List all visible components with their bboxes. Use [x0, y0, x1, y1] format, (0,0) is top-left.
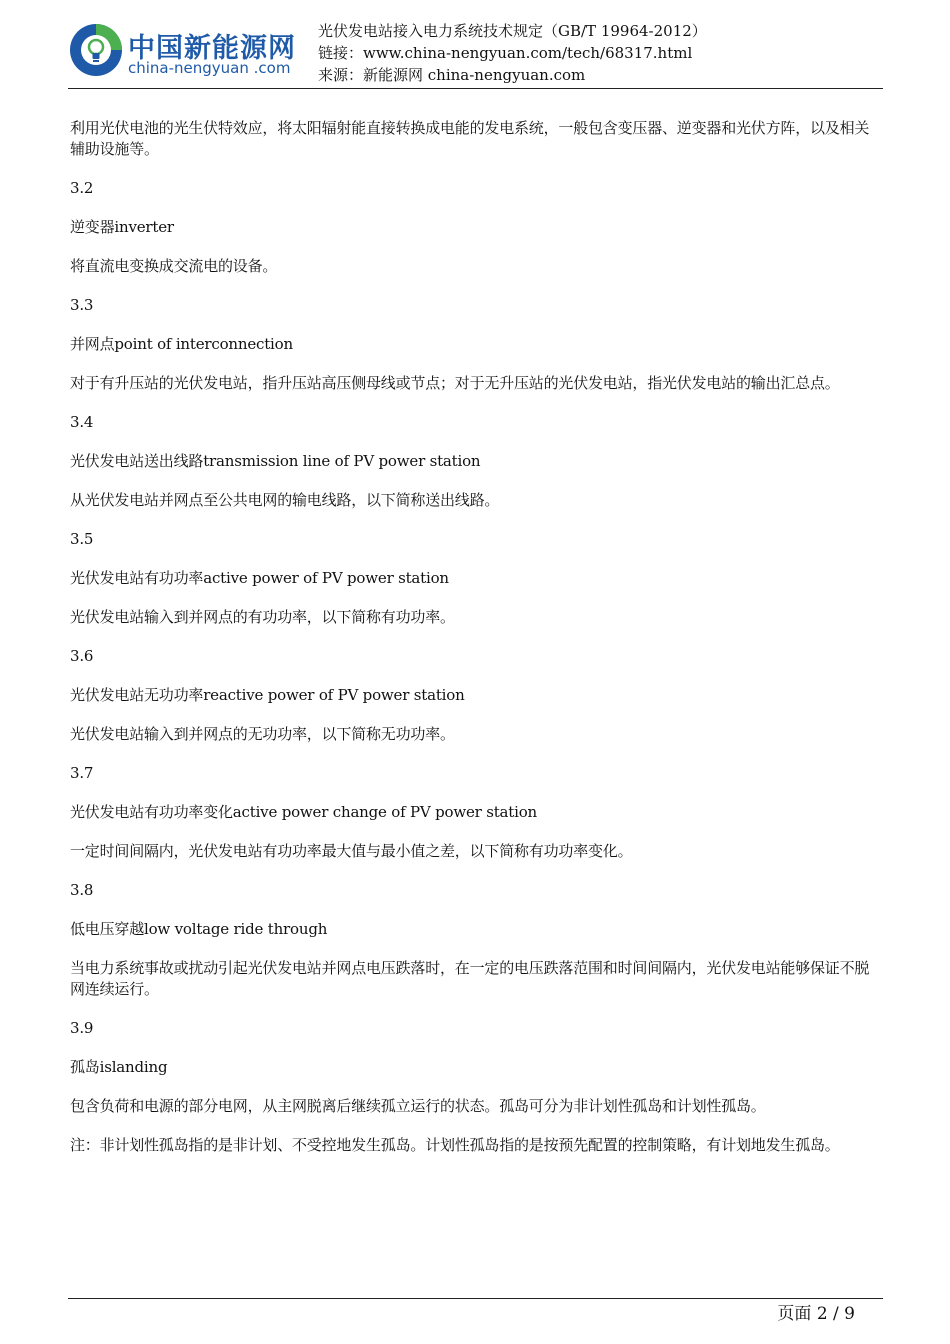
body-paragraph: 利用光伏电池的光生伏特效应，将太阳辐射能直接转换成电能的发电系统，一般包含变压器、逆变器和光伏方阵，以及相关辅助设施等。 [70, 119, 870, 158]
document-title: 光伏发电站接入电力系统技术规定（GB/T 19964-2012） [318, 22, 707, 40]
logo-chinese-text: 中国新能源网 [128, 33, 296, 64]
page-number: 页面 2 / 9 [777, 1304, 855, 1324]
term-definition: 将直流电变换成交流电的设备。 [70, 257, 278, 275]
term-definition: 光伏发电站输入到并网点的有功功率，以下简称有功功率。 [70, 608, 455, 626]
term-definition: 一定时间间隔内，光伏发电站有功功率最大值与最小值之差，以下简称有功功率变化。 [70, 842, 633, 860]
header-info [318, 20, 707, 86]
note-paragraph: 注：非计划性孤岛指的是非计划、不受控地发生孤岛。计划性孤岛指的是按预先配置的控制策略，有计划地发生孤岛。 [70, 1136, 840, 1154]
term-heading: 逆变器inverter [70, 218, 174, 236]
header-divider [68, 88, 883, 89]
section-number: 3.9 [70, 1019, 94, 1037]
term-definition: 从光伏发电站并网点至公共电网的输电线路，以下简称送出线路。 [70, 491, 500, 509]
source-link[interactable]: 链接：www.china-nengyuan.com/tech/68317.html [318, 44, 693, 62]
term-heading: 孤岛islanding [70, 1058, 168, 1076]
source-label: 来源：新能源网 china-nengyuan.com [318, 66, 586, 84]
term-heading: 低电压穿越low voltage ride through [70, 920, 328, 938]
section-number: 3.4 [70, 413, 94, 431]
term-heading: 光伏发电站有功功率active power of PV power station [70, 569, 449, 587]
logo-english-text: china-nengyuan .com [128, 59, 291, 77]
document-body [70, 118, 872, 1174]
term-heading: 光伏发电站无功功率reactive power of PV power station [70, 686, 465, 704]
footer-divider [68, 1298, 883, 1299]
term-definition: 当电力系统事故或扰动引起光伏发电站并网点电压跌落时，在一定的电压跌落范围和时间间隔内，光伏发电站能够保证不脱网连续运行。 [70, 959, 870, 998]
section-number: 3.5 [70, 530, 94, 548]
term-heading: 光伏发电站送出线路transmission line of PV power station [70, 452, 481, 470]
term-heading: 并网点point of interconnection [70, 335, 293, 353]
section-number: 3.7 [70, 764, 94, 782]
section-number: 3.6 [70, 647, 94, 665]
section-number: 3.2 [70, 179, 94, 197]
section-number: 3.3 [70, 296, 94, 314]
term-definition: 光伏发电站输入到并网点的无功功率，以下简称无功功率。 [70, 725, 455, 743]
site-logo[interactable] [68, 22, 308, 84]
page-header [68, 18, 883, 88]
term-definition: 包含负荷和电源的部分电网，从主网脱离后继续孤立运行的状态。孤岛可分为非计划性孤岛和计划性孤岛。 [70, 1097, 766, 1115]
term-heading: 光伏发电站有功功率变化active power change of PV power station [70, 803, 538, 821]
lightbulb-globe-icon [68, 22, 124, 78]
term-definition: 对于有升压站的光伏发电站，指升压站高压侧母线或节点；对于无升压站的光伏发电站，指光伏发电站的输出汇总点。 [70, 374, 840, 392]
section-number: 3.8 [70, 881, 94, 899]
